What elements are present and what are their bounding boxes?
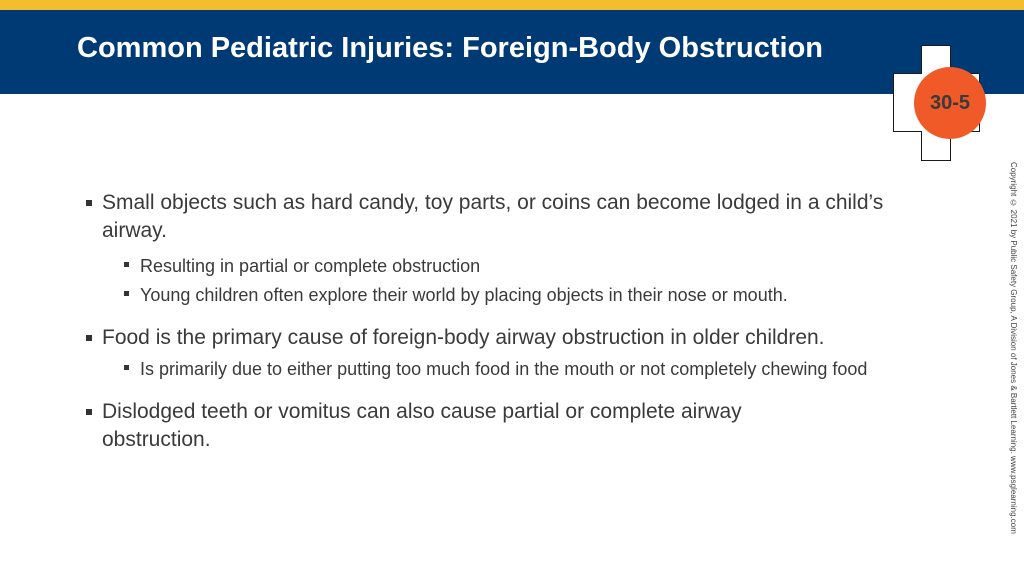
bullet-1: Small objects such as hard candy, toy parts, or coins can become lodged in a child’s airway. bbox=[86, 189, 926, 245]
slide-title: Common Pediatric Injuries: Foreign-Body Obstruction bbox=[77, 32, 823, 64]
sub-bullet-2-1: Is primarily due to either putting too much food in the mouth or not completely chewing food bbox=[86, 356, 930, 382]
slide-number-badge bbox=[914, 67, 986, 139]
sub-bullet-1-2: Young children often explore their world by placing objects in their nose or mouth. bbox=[86, 282, 926, 308]
copyright-notice: Copyright © 2021 by Public Safety Group, A Division of Jones & Bartlett Learning. www.psglearning.com bbox=[1009, 162, 1018, 534]
top-accent-stripe bbox=[0, 0, 1024, 10]
sub-bullet-1-1: Resulting in partial or complete obstruction bbox=[86, 253, 926, 279]
bullet-list bbox=[86, 189, 926, 454]
slide-number: 30-5 bbox=[929, 91, 971, 114]
bullet-3: Dislodged teeth or vomitus can also cause partial or complete airway obstruction. bbox=[86, 398, 826, 454]
bullet-2: Food is the primary cause of foreign-body airway obstruction in older children. bbox=[86, 324, 926, 352]
